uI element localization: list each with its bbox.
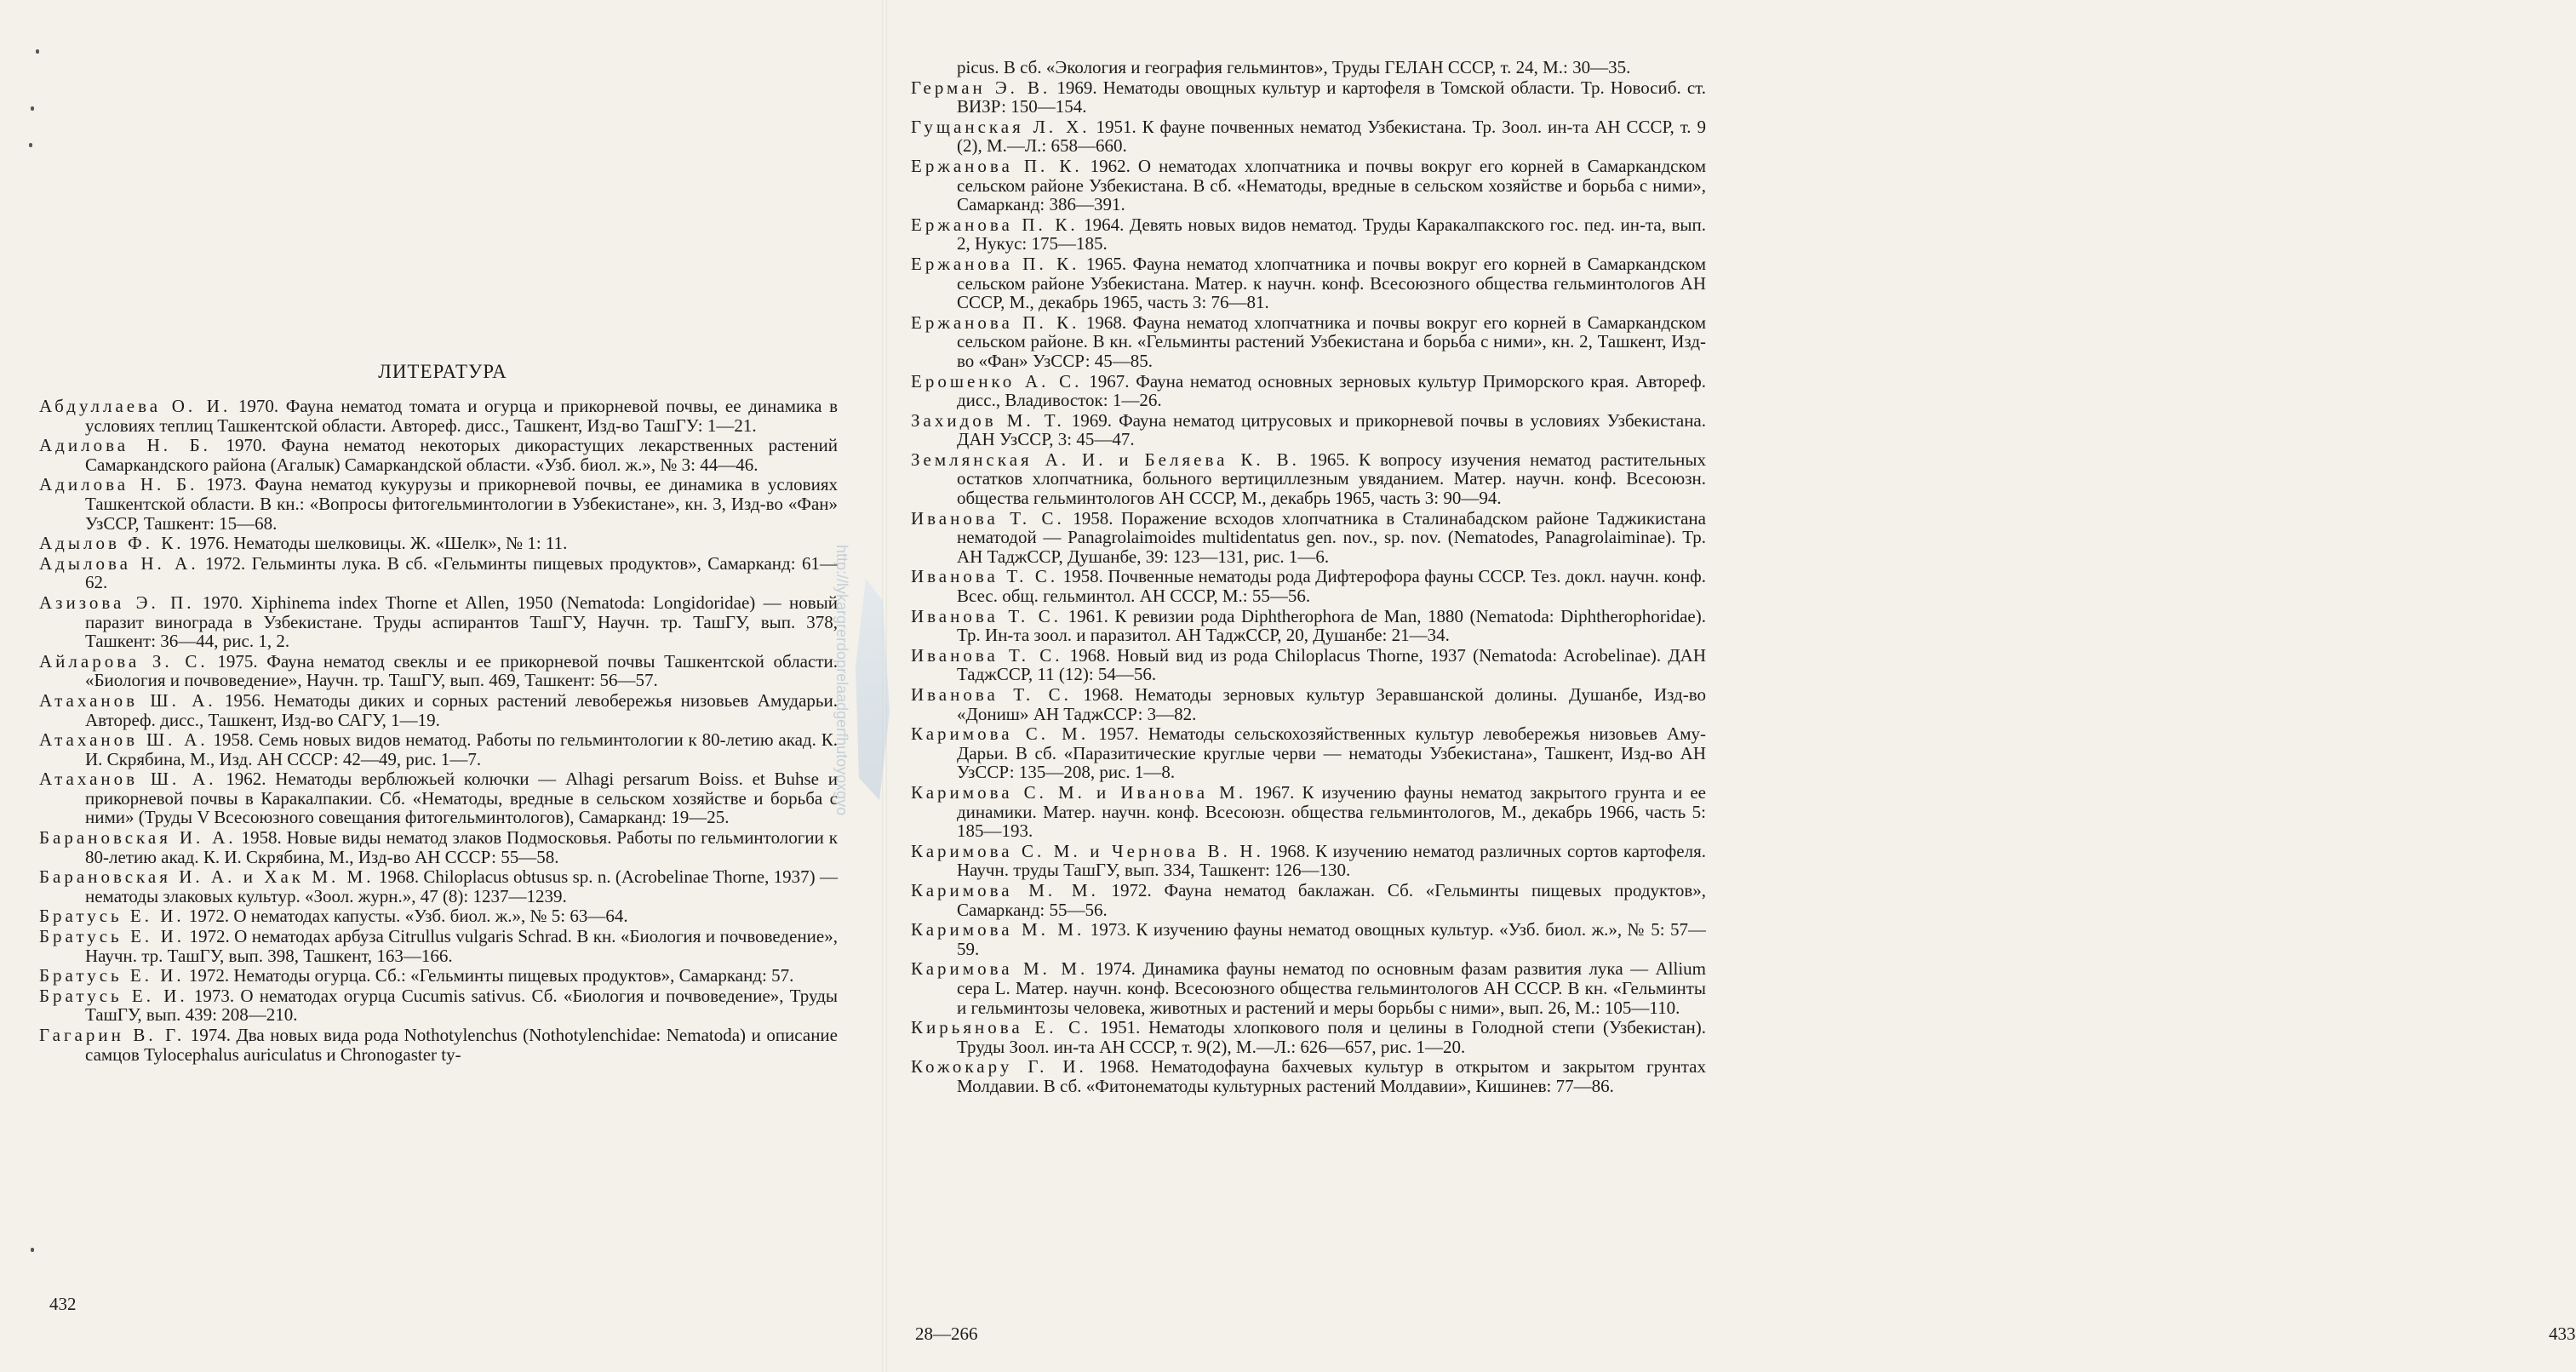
entry-text: 1958. Почвенные нематоды рода Дифтерофора фауны СССР. Тез. докл. научн. конф. Всес. общ. гельминтол. АН СССР, М.: 55—56. [957,566,1706,607]
entry-text: 1965. К вопросу изучения нематод растительных остатков хлопчатника, больного вертициллезным увяданием. Матер. научн. конф. Всесоюзн. общества гельминтологов АН СССР, М., декабрь 1965, часть 3: 90—94. [957,449,1706,509]
bibliography-entry [911,313,1706,371]
bibliography-entry [911,685,1706,723]
bibliography-entry [911,78,1706,117]
bibliography-entry [911,1018,1706,1056]
entry-text: 1972. Фауна нематод баклажан. Сб. «Гельминты пищевых продуктов», Самарканд: 55—56. [957,879,1706,920]
bibliography-entry [911,842,1706,880]
bibliography-entry [39,986,838,1025]
entry-text: 1968. К изучению нематод различных сортов картофеля. Научн. труды ТашГУ, вып. 334, Ташкент: 126—130. [957,840,1707,881]
entry-author: Иванова Т. С. [911,507,1065,529]
bibliography-entry [39,534,838,553]
bibliography-entry [39,867,838,906]
entry-author: Иванова Т. С. [911,566,1059,587]
entry-text: 1974. Два новых вида рода Nothotylenchus (Nothotylenchidae: Nematoda) и описание самцов Tylocephalus auriculatus и Chronogaster ty- [85,1025,838,1065]
bibliography-entry [39,554,838,592]
entry-text: 1970. Фауна нематод некоторых дикорастущих лекарственных растений Самаркандского района (Агалык) Самаркандской области. «Узб. биол. ж.», № 3: 44—46. [85,435,838,475]
print-speck [29,143,32,147]
entry-text: 1958. Семь новых видов нематод. Работы по гельминтологии к 80-летию акад. К. И. Скрябина, М., Изд. АН СССР: 42—49, рис. 1—7. [85,729,838,769]
bibliography-entry [911,450,1706,508]
entry-author: Кожокару Г. И. [911,1056,1087,1078]
entry-author: Адилова Н. Б. [39,435,211,456]
bibliography-entry [39,730,838,769]
entry-author: Азизова Э. П. [39,592,195,613]
entry-author: Кирьянова Е. С. [911,1017,1092,1038]
bibliography-entry [911,959,1706,1017]
entry-author: Адылова Н. А. [39,552,199,574]
entry-author: Иванова Т. С. [911,644,1063,666]
entry-text: 1964. Девять новых видов нематод. Труды Каракалпакского гос. пед. ин-та, вып. 2, Нукус: 175—185. [957,214,1706,254]
bibliography-entry [911,509,1706,567]
entry-author: Ержанова П. К. [911,312,1080,333]
entry-text: 1972. О нематодах капусты. «Узб. биол. ж.», № 5: 63—64. [184,906,628,927]
entry-author: Каримова С. М. [911,723,1090,745]
entry-text: 1968. Фауна нематод хлопчатника и почвы вокруг его корней в Самаркандском сельском районе. В кн. «Гельминты растений Узбекистана и борьба с ними», кн. 2, Ташкент, Изд-во «Фан» УзССР: 45—85. [957,312,1706,371]
entry-author: Каримова М. М. [911,958,1089,980]
page-number-right: 433 [2549,1323,2576,1344]
entry-text: 1972. Гельминты лука. В сб. «Гельминты пищевых продуктов», Самарканд: 61—62. [85,552,838,593]
entry-text: 1974. Динамика фауны нематод по основным фазам развития лука — Allium cepa L. Матер. научн. конф. Всесоюзного общества гельминтологов АН СССР. В кн. «Гельминты и гельминтозы человека, животных и растений и меры борьбы с ними», вып. 26, М.: 105—110. [957,958,1706,1018]
page-number-left: 432 [49,1294,77,1314]
entry-text: 1973. О нематодах огурца Cucumis sativus. Сб. «Биология и почвоведение», Труды ТашГУ, вып. 439: 208—210. [85,985,838,1026]
bibliography-entry [39,927,838,965]
entry-text: 1970. Xiphinema index Thorne et Allen, 1950 (Nematoda: Longidoridae) — новый паразит винограда в Узбекистане. Труды аспирантов ТашГУ, Научн. тр. ТашГУ, вып. 378, Ташкент: 36—44, рис. 1, 2. [85,592,838,652]
printer-signature: 28—266 [915,1323,978,1344]
left-page [0,0,885,1372]
entry-author: Барановская И. А. [39,827,237,849]
print-speck [31,106,34,111]
entry-text: 1968. Нематодофауна бахчевых культур в открытом и закрытом грунтах Молдавии. В сб. «Фитонематоды культурных растений Молдавии», Кишинев: 77—86. [957,1056,1706,1096]
entry-text: 1962. Нематоды верблюжьей колючки — Alhagi persarum Boiss. et Buhse и прикорневой почвы в Каракалпакии. Сб. «Нематоды, вредные в сельском хозяйстве и борьба с ними» (Труды V Всесоюзного совещания фитогельминтологов), Самарканд: 19—25. [85,769,838,828]
bibliography-entry [39,691,838,729]
entry-author: Адылов Ф. К. [39,533,185,554]
print-speck [36,49,39,54]
entry-text: 1972. О нематодах арбуза Citrullus vulgaris Schrad. В кн. «Биология и почвоведение», Научн. тр. ТашГУ, вып. 398, Ташкент, 163—166. [85,926,838,966]
watermark-text: http://lykargrerdoprelaadgerfhutoyoxgyo [833,545,850,816]
bibliography-entry [39,769,838,827]
entry-text: 1976. Нематоды шелковицы. Ж. «Шелк», № 1: 11. [184,533,568,554]
continued-entry: picus. В сб. «Экология и география гельминтов», Труды ГЕЛАН СССР, т. 24, М.: 30—35. [957,57,1631,77]
entry-text: 1961. К ревизии рода Diphtherophora de Man, 1880 (Nematoda: Diphtherophoridae). Тр. Ин-та зоол. и паразитол. АН ТаджССР, 20, Душанбе: 21—34. [957,605,1706,646]
bibliography-entry [39,652,838,690]
entry-author: Каримова М. М. [911,879,1099,900]
entry-author: Гущанская Л. Х. [911,116,1091,137]
entry-text: 1967. Фауна нематод основных зерновых культур Приморского края. Автореф. дисс., Владивосток: 1—26. [957,370,1707,411]
entry-text: 1968. Новый вид из рода Chiloplacus Thorne, 1937 (Nematoda: Acrobelinae). ДАН ТаджССР, 11 (12): 54—56. [957,644,1706,685]
bibliography-entry [39,828,838,866]
entry-text: 1951. К фауне почвенных нематод Узбекистана. Тр. Зоол. ин-та АН СССР, т. 9 (2), М.—Л.: 658—660. [957,116,1706,157]
entry-text: 1956. Нематоды диких и сорных растений левобережья низовьев Амударьи. Автореф. дисс., Ташкент, Изд-во САГУ, 1—19. [85,689,838,730]
entry-author: Захидов М. Т. [911,409,1065,431]
bibliography-entry [39,966,838,986]
entry-author: Иванова Т. С. [911,605,1062,626]
entry-author: Абдуллаева О. И. [39,396,232,416]
entry-text: 1973. К изучению фауны нематод овощных культур. «Узб. биол. ж.», № 5: 57—59. [957,919,1706,959]
entry-author: Братусь Е. И. [39,965,185,986]
entry-author: Братусь Е. И. [39,926,186,947]
entry-text: 1965. Фауна нематод хлопчатника и почвы вокруг его корней в Самаркандском сельском районе Узбекистана. Матер. к научн. конф. Всесоюзного общества гельминтологов АН СССР, М., декабрь 1965, часть 3: 76—81. [957,253,1706,313]
bibliography-entry [911,157,1706,214]
entry-author: Гагарин В. Г. [39,1025,186,1045]
entry-text: 1957. Нематоды сельскохозяйственных культур левобережья низовьев Аму-Дарьи. В сб. «Паразитические круглые черви — нематоды Узбекистана», Ташкент, Изд-во АН УзССР: 135—208, рис. 1—8. [957,723,1707,783]
entry-text: 1962. О нематодах хлопчатника и почвы вокруг его корней в Самаркандском сельском районе Узбекистана. В сб. «Нематоды, вредные в сельском хозяйстве и борьба с ними», Самарканд: 386—391. [957,155,1706,215]
bibliography-entry [911,254,1706,312]
entry-text: 1951. Нематоды хлопкового поля и целины в Голодной степи (Узбекистан). Труды Зоол. ин-та АН СССР, т. 9(2), М.—Л.: 626—657, рис. 1—20. [957,1017,1706,1057]
entry-author: Барановская И. А. и Хак М. М. [39,866,375,888]
left-bibliography-column [39,397,838,1065]
entry-author: Землянская А. И. и Беляева К. В. [911,449,1300,470]
entry-text: 1958. Новые виды нематод злаков Подмосковья. Работы по гельминтологии к 80-летию акад. К. И. Скрябина, М., Изд-во АН СССР: 55—58. [85,827,839,867]
entry-author: Ерошенко А. С. [911,370,1083,392]
entry-text: 1968. Chiloplacus obtusus sp. n. (Acrobelinae Thorne, 1937) — нематоды злаковых культур. «Зоол. журн.», 47 (8): 1237—1239. [85,866,838,906]
bibliography-entry [39,593,838,651]
entry-text: 1973. Фауна нематод кукурузы и прикорневой почвы, ее динамика в условиях Ташкентской области. В кн.: «Вопросы фитогельминтологии в Узбекистане», кн. 3, Изд-во «Фан» УзССР, Ташкент: 15—68. [85,474,838,534]
entry-author: Атаханов Ш. А. [39,769,217,790]
entry-text: 1969. Фауна нематод цитрусовых и прикорневой почвы в условиях Узбекистана. ДАН УзССР, 3: 45—47. [957,409,1706,450]
entry-author: Каримова С. М. и Чернова В. Н. [911,840,1264,861]
bibliography-entry [911,607,1706,645]
bibliography-entry [911,117,1706,156]
right-bibliography-column [911,58,1706,1096]
bibliography-entry [911,567,1706,605]
entry-author: Братусь Е. И. [39,906,185,927]
entry-text: 1972. Нематоды огурца. Сб.: «Гельминты пищевых продуктов», Самарканд: 57. [184,965,794,986]
bibliography-entry [911,724,1706,782]
bibliography-entry [911,411,1706,449]
entry-text: 1969. Нематоды овощных культур и картофеля в Томской области. Тр. Новосиб. ст. ВИЗР: 150—154. [957,77,1706,117]
entry-text: 1958. Поражение всходов хлопчатника в Сталинабадском районе Таджикистана нематодой — Panagrolaimoides multidentatus gen. nov., sp. nov. (Nematodes, Panagrolaiminae). Тр. АН ТаджССР, Душанбе, 39: 123—131, рис. 1—6. [957,507,1706,567]
entry-author: Каримова М. М. [911,919,1085,940]
entry-author: Айларова З. С. [39,650,209,672]
entry-author: Ержанова П. К. [911,253,1080,274]
entry-text: 1968. Нематоды зерновых культур Зеравшанской долины. Душанбе, Изд-во «Дониш» АН ТаджССР: 3—82. [957,684,1706,724]
entry-author: Ержанова П. К. [911,155,1083,176]
bibliography-entry [39,1026,838,1064]
bibliography-entry [911,920,1706,958]
bibliography-entry [911,646,1706,684]
bibliography-heading: ЛИТЕРАТУРА [378,361,507,382]
print-speck [31,1248,34,1252]
entry-author: Герман Э. В. [911,77,1051,98]
entry-author: Атаханов Ш. А. [39,729,209,751]
bibliography-entry [911,372,1706,410]
entry-author: Адилова Н. Б. [39,474,198,495]
bibliography-entry [911,1057,1706,1095]
entry-author: Братусь Е. И. [39,985,188,1006]
entry-author: Иванова Т. С. [911,684,1072,705]
bibliography-entry [39,475,838,533]
entry-text: 1975. Фауна нематод свеклы и ее прикорневой почвы Ташкентской области. «Биология и почвоведение», Научн. тр. ТашГУ, вып. 469, Ташкент: 56—57. [85,650,838,691]
bibliography-entry [39,906,838,926]
bibliography-entry [911,881,1706,919]
entry-author: Каримова С. М. и Иванова М. [911,781,1247,803]
bibliography-entry [911,215,1706,254]
bibliography-entry [39,397,838,435]
bibliography-entry [39,436,838,474]
bibliography-entry [911,783,1706,841]
entry-text: 1967. К изучению фауны нематод закрытого грунта и ее динамики. Матер. научн. конф. Всесоюзн. общества гельминтологов, М., декабрь 1966, часть 5: 185—193. [957,781,1706,842]
entry-text: 1970. Фауна нематод томата и огурца и прикорневой почвы, ее динамика в условиях теплиц Ташкентской области. Автореф. дисс., Ташкент, Изд-во ТашГУ: 1—21. [85,396,838,436]
entry-author: Ержанова П. К. [911,214,1079,235]
entry-author: Атаханов Ш. А. [39,689,216,711]
